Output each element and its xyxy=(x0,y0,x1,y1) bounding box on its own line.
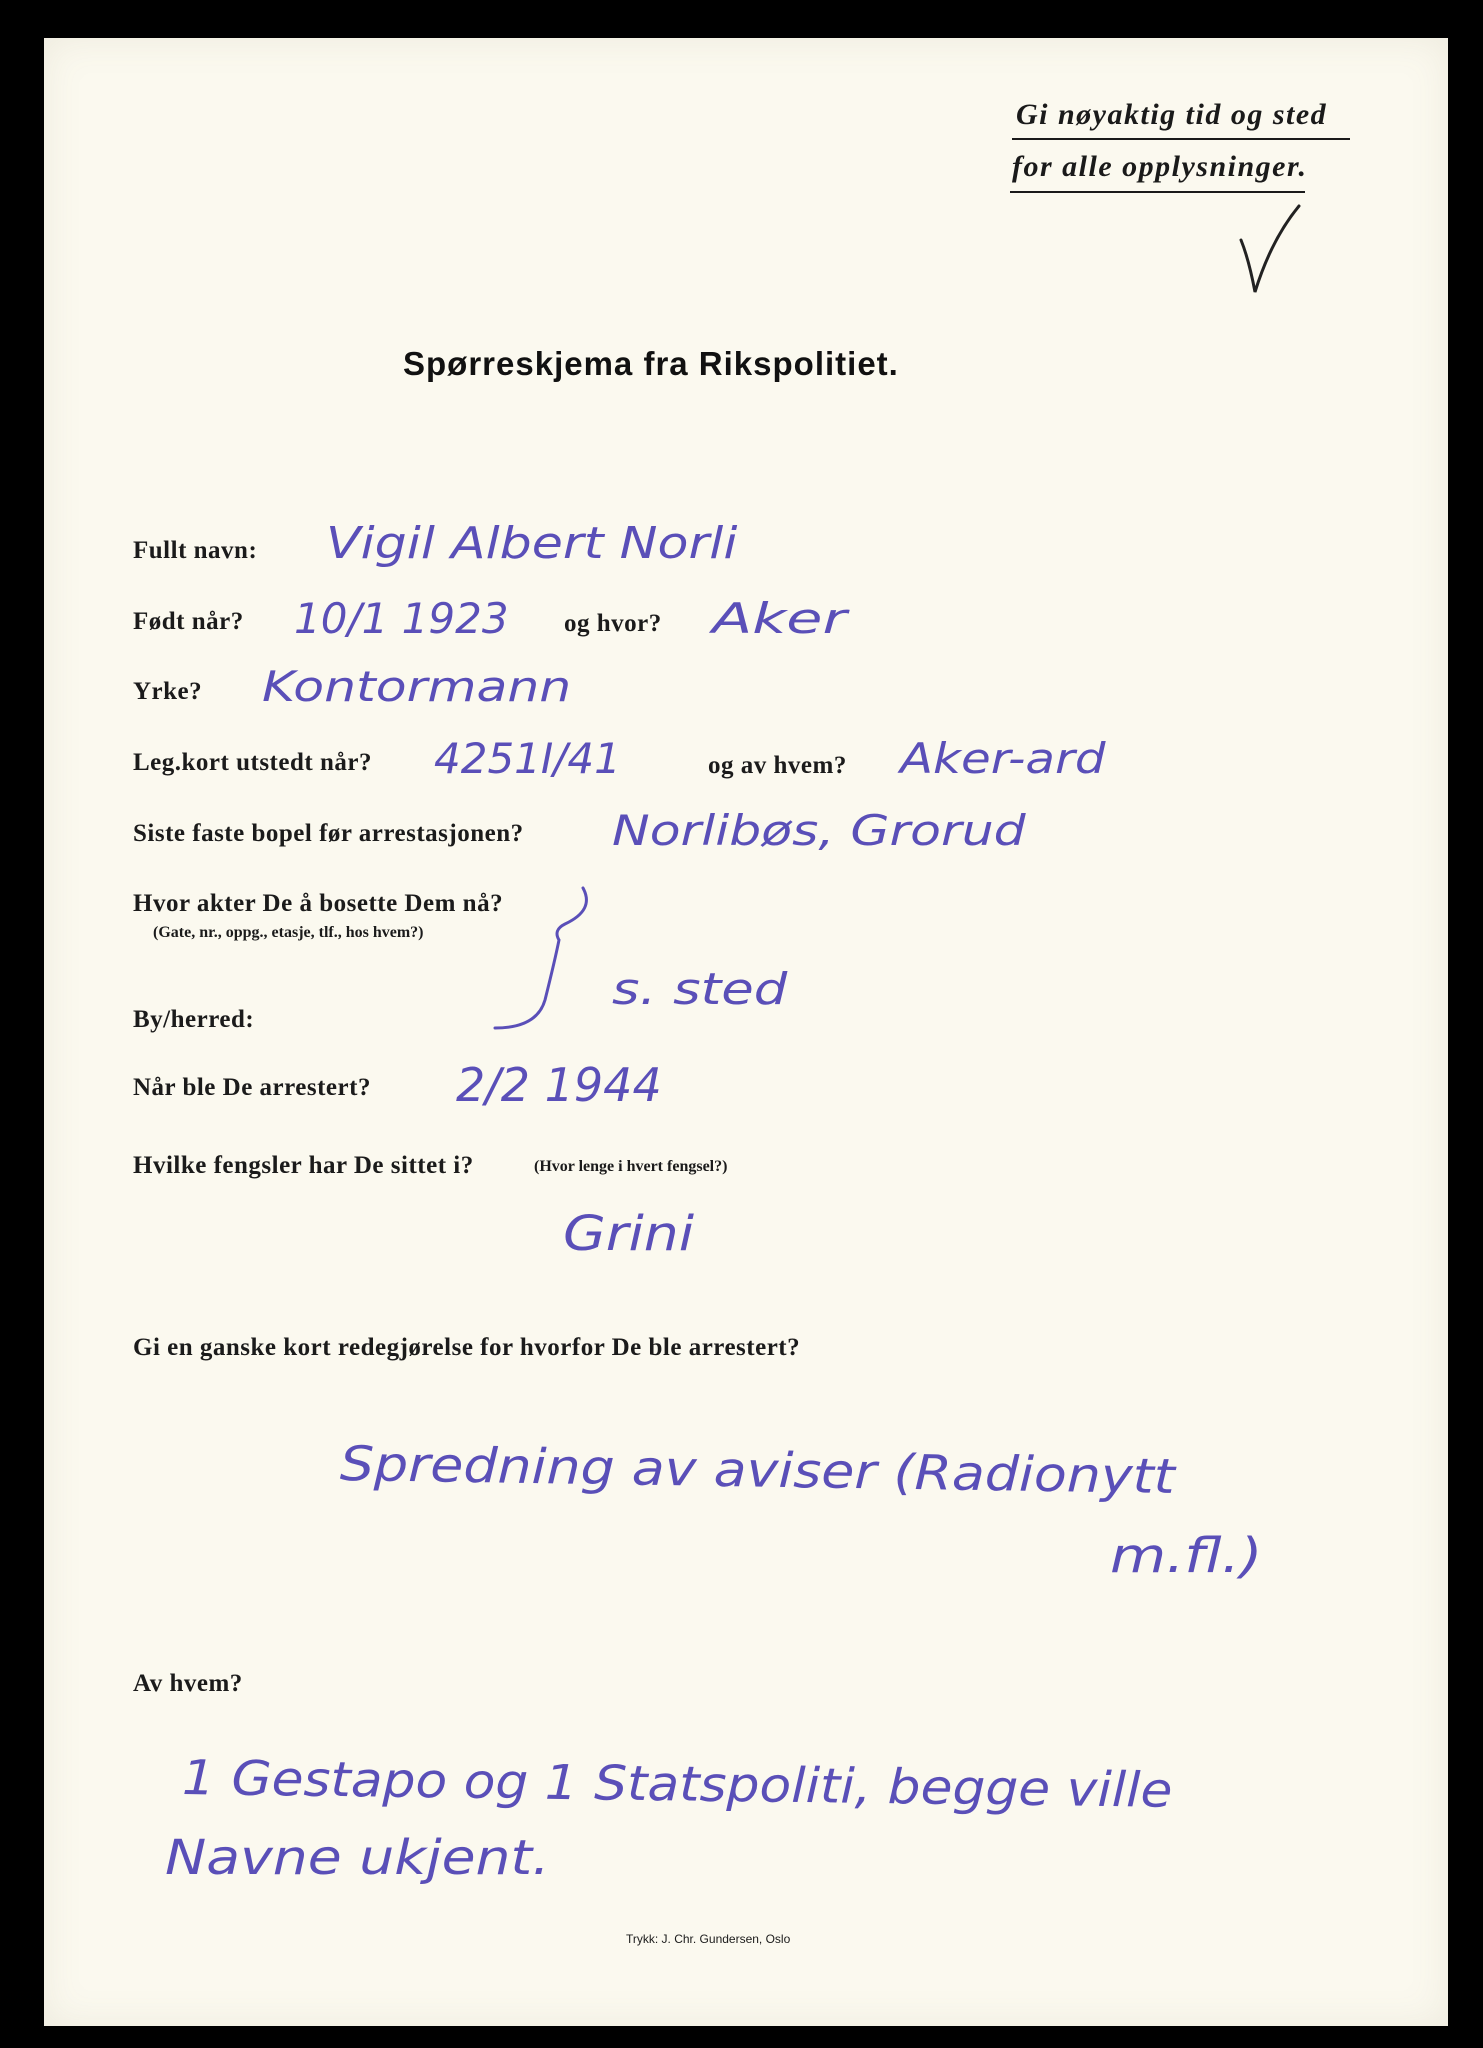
legcard-when-value: 4251I/41 xyxy=(434,734,621,783)
settle-value: s. sted xyxy=(612,964,788,1015)
residence-value: Norlibøs, Grorud xyxy=(612,806,1026,855)
reason-label: Gi en ganske kort redegjørelse for hvorfor De ble arrestert? xyxy=(133,1334,801,1361)
name-value: Vigil Albert Norli xyxy=(326,518,738,569)
prisons-value: Grini xyxy=(563,1206,695,1262)
by-whom-label: Av hvem? xyxy=(133,1670,243,1697)
arrested-value: 2/2 1944 xyxy=(456,1058,662,1112)
legcard-when-label: Leg.kort utstedt når? xyxy=(133,749,372,776)
residence-label: Siste faste bopel før arrestasjonen? xyxy=(133,820,524,847)
printer-credit: Trykk: J. Chr. Gundersen, Oslo xyxy=(626,1932,791,1946)
header-note-rule2 xyxy=(1010,191,1305,193)
arrested-label: Når ble De arrestert? xyxy=(133,1074,371,1101)
settle-label: Hvor akter De å bosette Dem nå? xyxy=(133,890,504,917)
by-whom-value-line2: Navne ukjent. xyxy=(165,1830,550,1886)
occupation-value: Kontormann xyxy=(262,662,572,711)
prisons-label: Hvilke fengsler har De sittet i? xyxy=(133,1152,474,1179)
name-label: Fullt navn: xyxy=(133,537,258,564)
form-sheet xyxy=(44,38,1448,2026)
checkmark-icon xyxy=(1235,200,1305,300)
town-label: By/herred: xyxy=(133,1006,255,1033)
settle-hint: (Gate, nr., oppg., etasje, tlf., hos hvem?) xyxy=(153,924,424,941)
born-where-value: Aker xyxy=(712,594,847,643)
page-title: Spørreskjema fra Rikspolitiet. xyxy=(403,345,899,382)
legcard-by-value: Aker-ard xyxy=(900,734,1106,783)
born-when-label: Født når? xyxy=(133,608,244,635)
by-whom-value-line1: 1 Gestapo og 1 Statspoliti, begge ville xyxy=(181,1750,1173,1819)
reason-value-line2: m.fl.) xyxy=(1110,1528,1263,1584)
legcard-by-label: og av hvem? xyxy=(708,752,847,779)
born-when-value: 10/1 1923 xyxy=(294,594,509,643)
header-note-line2: for alle opplysninger. xyxy=(1012,150,1308,183)
curly-brace-mark xyxy=(485,880,595,1040)
reason-value-line1: Spredning av aviser (Radionytt xyxy=(339,1436,1176,1506)
prisons-hint: (Hvor lenge i hvert fengsel?) xyxy=(534,1158,728,1175)
born-where-label: og hvor? xyxy=(564,610,662,637)
occupation-label: Yrke? xyxy=(133,678,203,705)
header-note-line1: Gi nøyaktig tid og sted xyxy=(1016,98,1328,131)
header-note-rule1 xyxy=(1012,138,1350,140)
